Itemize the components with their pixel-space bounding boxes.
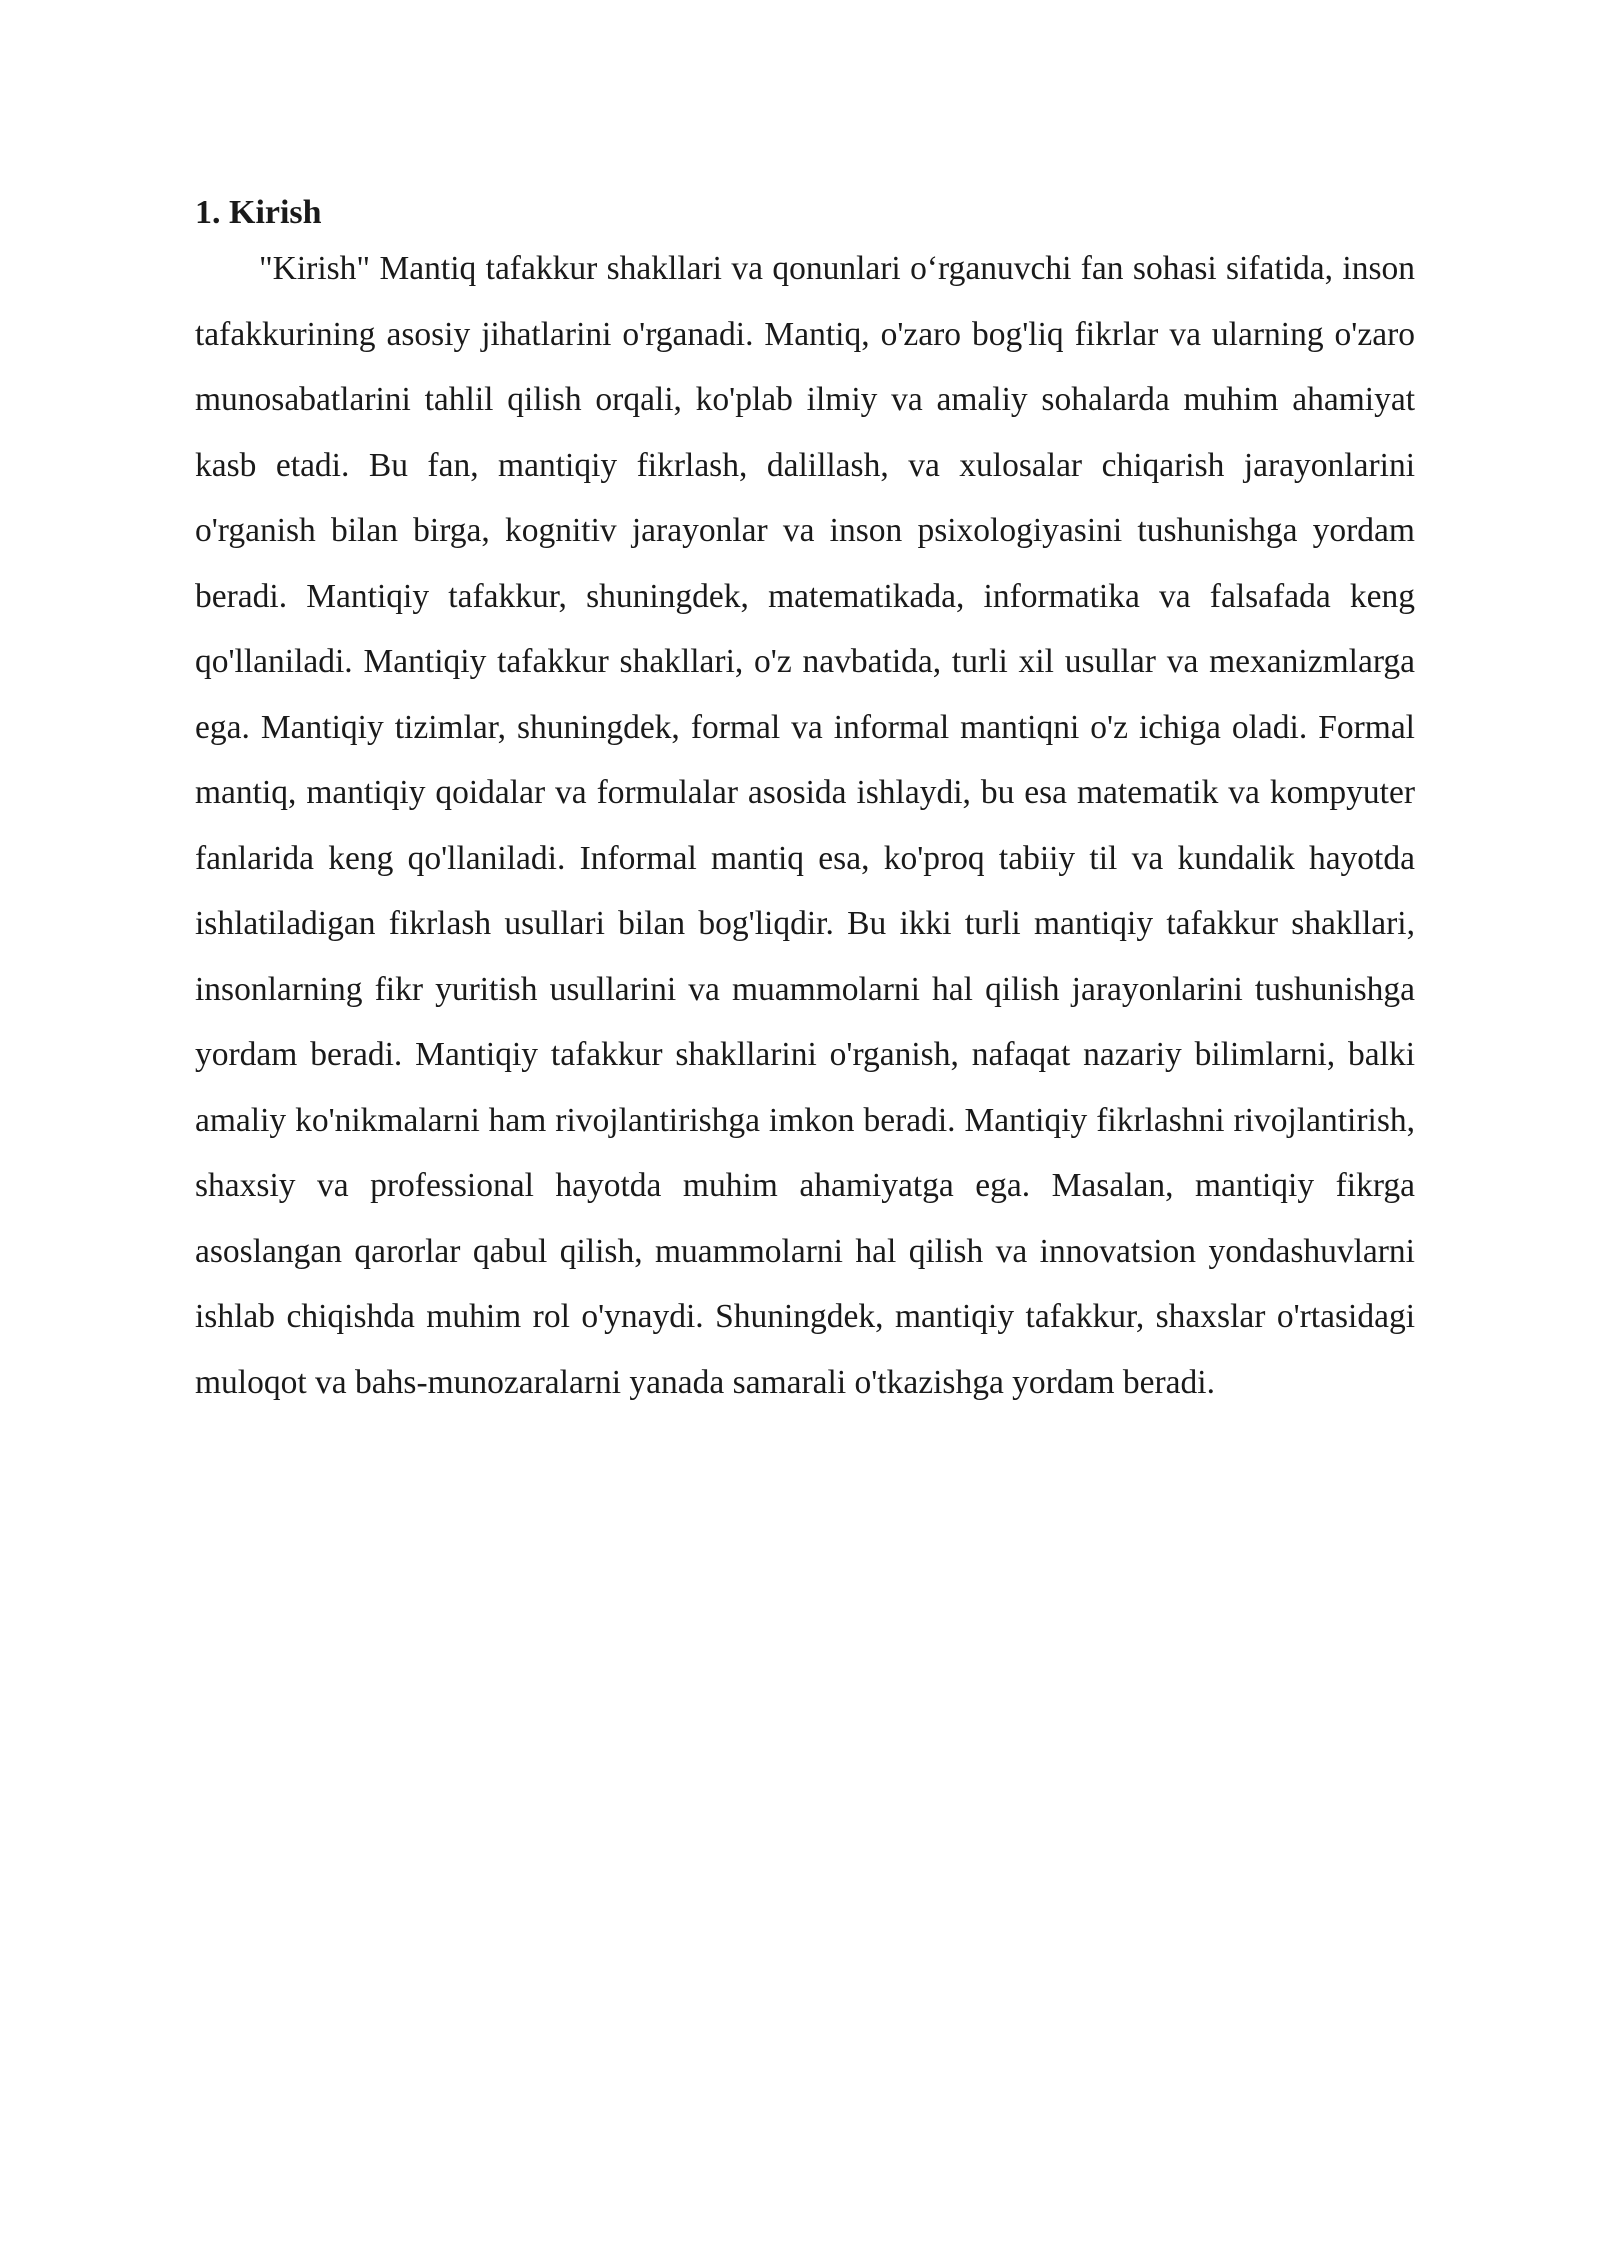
- document-content: [195, 190, 1415, 1415]
- section-heading: 1. Kirish: [195, 194, 322, 231]
- body-paragraph: "Kirish" Mantiq tafakkur shakllari va qonunlari o‘rganuvchi fan sohasi sifatida, inson tafakkurining asosiy jihatlarini o'rganadi. Mantiq, o'zaro bog'liq fikrlar va ularning o'zaro munosabatlarini tahlil qilish orqali, ko'plab ilmiy va amaliy sohalarda muhim ahamiyat kasb etadi. Bu fan, mantiqiy fikrlash, dalillash, va xulosalar chiqarish jarayonlarini o'rganish bilan birga, kognitiv jarayonlar va inson psixologiyasini tushunishga yordam beradi. Mantiqiy tafakkur, shuningdek, matematikada, informatika va falsafada keng qo'llaniladi. Mantiqiy tafakkur shakllari, o'z navbatida, turli xil usullar va mexanizmlarga ega. Mantiqiy tizimlar, shuningdek, formal va informal mantiqni o'z ichiga oladi. Formal mantiq, mantiqiy qoidalar va formulalar asosida ishlaydi, bu esa matematik va kompyuter fanlarida keng qo'llaniladi. Informal mantiq esa, ko'proq tabiiy til va kundalik hayotda ishlatiladigan fikrlash usullari bilan bog'liqdir. Bu ikki turli mantiqiy tafakkur shakllari, insonlarning fikr yuritish usullarini va muammolarni hal qilish jarayonlarini tushunishga yordam beradi. Mantiqiy tafakkur shakllarini o'rganish, nafaqat nazariy bilimlarni, balki amaliy ko'nikmalarni ham rivojlantirishga imkon beradi. Mantiqiy fikrlashni rivojlantirish, shaxsiy va professional hayotda muhim ahamiyatga ega. Masalan, mantiqiy fikrga asoslangan qarorlar qabul qilish, muammolarni hal qilish va innovatsion yondashuvlarni ishlab chiqishda muhim rol o'ynaydi. Shuningdek, mantiqiy tafakkur, shaxslar o'rtasidagi muloqot va bahs-munozaralarni yanada samarali o'tkazishga yordam beradi.: [195, 250, 1415, 1401]
